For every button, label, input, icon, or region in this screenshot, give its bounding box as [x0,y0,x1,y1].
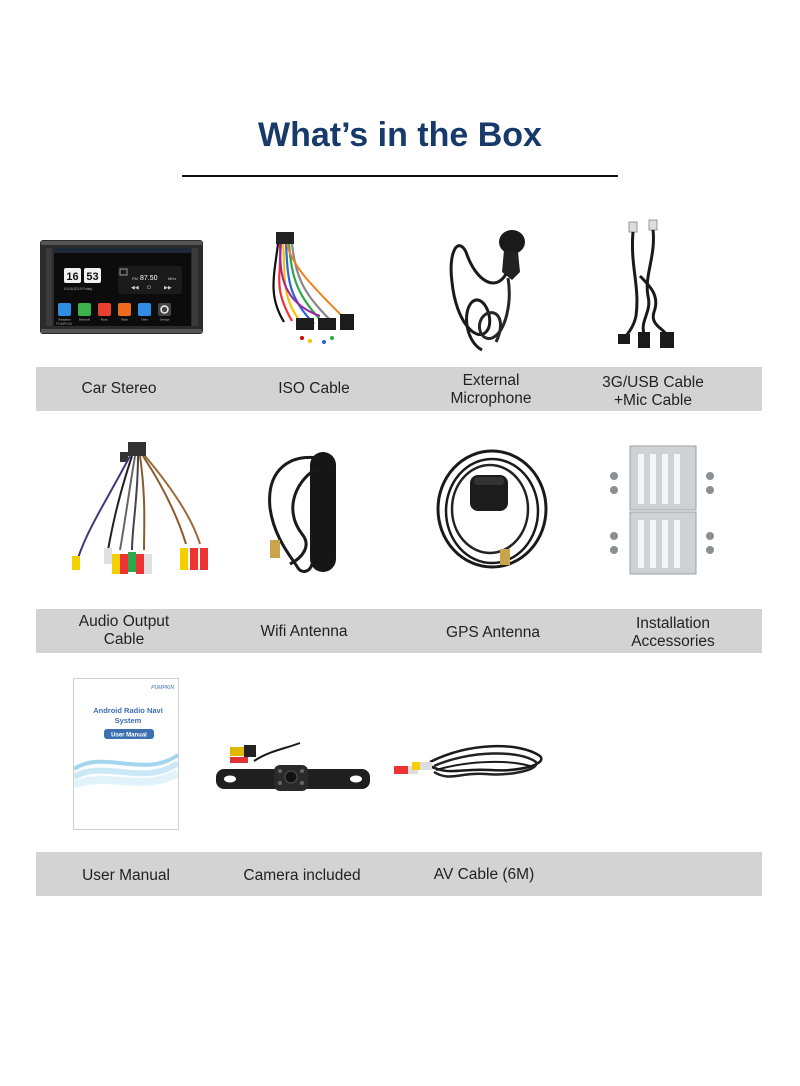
wifi-antenna-image [262,448,346,578]
stereo-radio-band: FM [132,276,138,281]
car-stereo-image [40,238,203,336]
stereo-app-music: Music [101,318,108,322]
external-microphone-image [436,222,546,356]
manual-badge: User Manual [111,732,147,739]
title-underline [182,175,618,177]
stereo-brand: PUMPKIN [56,322,72,326]
stereo-app-video: Video [141,318,148,322]
user-manual-image [73,678,179,830]
item-label-usb-cable: 3G/USB Cable +Mic Cable [602,374,704,409]
stereo-clock-hour: 16 [66,271,79,283]
item-label-car-stereo: Car Stereo [81,380,157,397]
manual-brand: PUMPKIN [151,685,174,691]
svg-text:◀◀: ◀◀ [131,285,139,291]
stereo-app-radio: Radio [121,318,128,322]
item-label-installation-accessories: Installation Accessories [631,615,715,650]
gps-antenna-image [432,445,552,573]
audio-output-cable-image [68,438,212,584]
stereo-app-settings: Settings [159,318,170,322]
usb-cable-image [610,216,690,352]
iso-cable-image [262,226,362,350]
item-label-iso-cable: ISO Cable [278,380,350,397]
item-label-gps-antenna: GPS Antenna [446,624,540,641]
item-label-wifi-antenna: Wifi Antenna [260,623,348,640]
stereo-radio-frequency: 87.50 [140,275,158,282]
manual-title-line-1: Android Radio Navi [93,706,163,715]
item-label-av-cable: AV Cable (6M) [433,866,535,883]
item-label-user-manual: User Manual [82,867,170,884]
item-label-camera: Camera included [243,867,361,884]
manual-title-line-2: System [114,716,142,725]
item-label-external-microphone: External Microphone [450,372,532,407]
page-title: What’s in the Box [258,116,542,154]
stereo-clock-minute: 53 [86,271,99,283]
item-label-audio-output-cable: Audio Output Cable [78,613,170,648]
stereo-app-bluetooth: Bluetooth [79,318,90,322]
stereo-date: 01/16/2015 Friday [64,287,93,291]
camera-image [214,733,372,799]
av-cable-image [390,736,546,796]
stereo-radio-unit: MHz [168,276,177,281]
stereo-app-navigation: Navigation [58,318,71,322]
installation-accessories-image [602,442,722,576]
svg-text:▶▶: ▶▶ [164,285,172,291]
svg-text:⏻: ⏻ [147,285,151,291]
